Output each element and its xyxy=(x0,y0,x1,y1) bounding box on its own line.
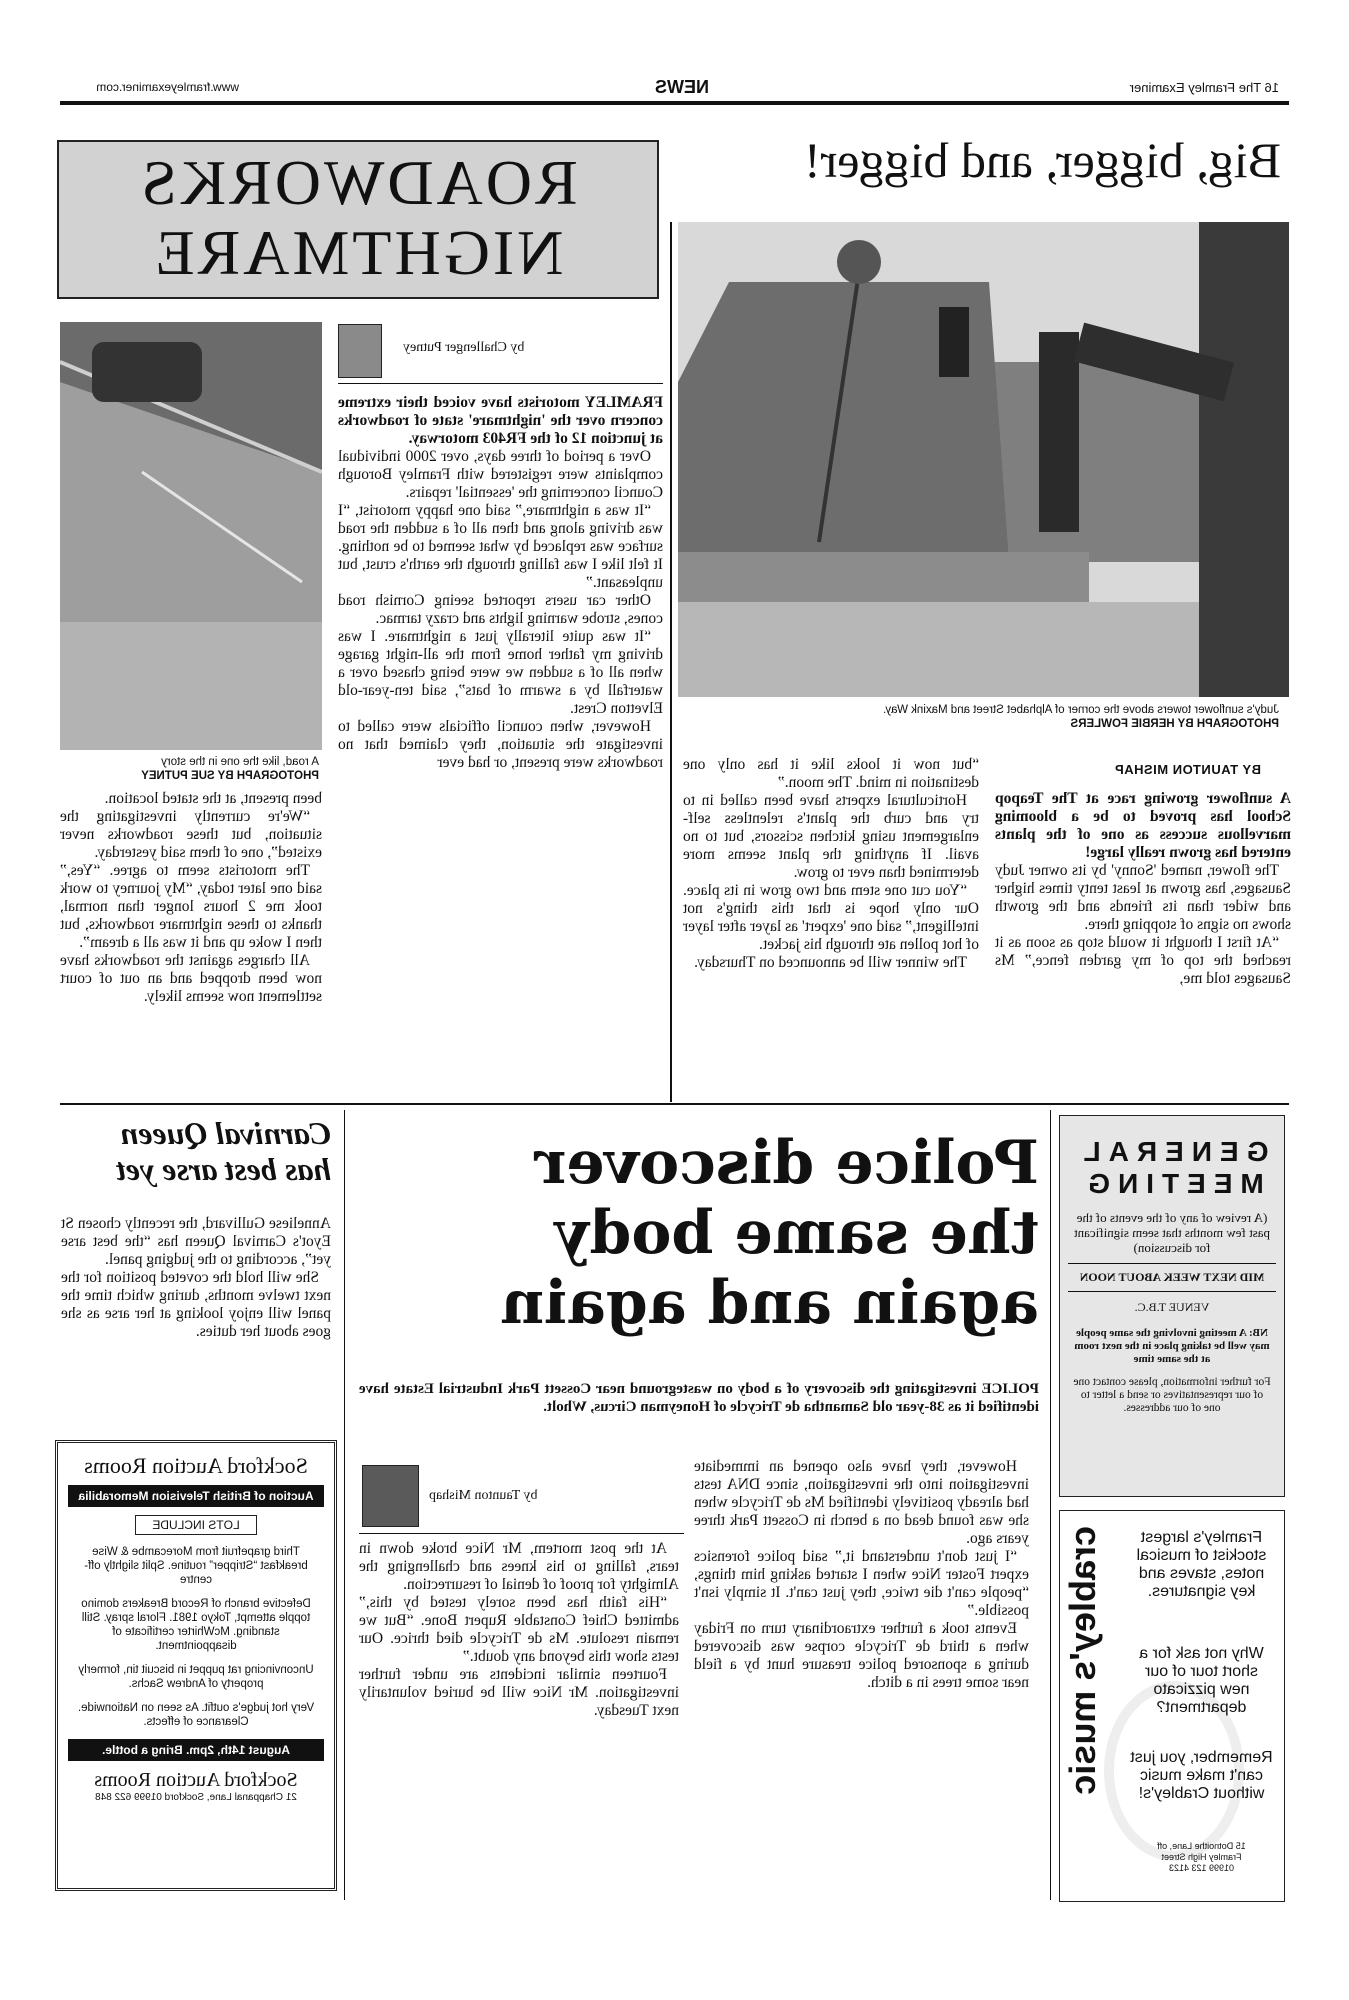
roadworks-byline-rule xyxy=(338,383,663,384)
roadworks-para-6: However, when council officials were called to investigate the situation, they claimed that no roadworks were present, or had ever xyxy=(338,718,663,771)
crabley-phone: 01999 123 4123 xyxy=(1168,1863,1235,1873)
carnival-para-2: She will hold the coveted position for the next twelve months, during which time the panel will enjoy looking at her arse as she goes about her duties. xyxy=(61,1269,331,1340)
police-para-1: At the post mortem, Mr Nice broke down in tears, falling to his knees and challenging the Almighty for proof of denial of resurrection. xyxy=(359,1540,679,1593)
sunflower-para-2: The flower, named 'Sonny' by its owner Judy Sausages, has grown at least tenty times higher and wider than its friends and the growth shows no signs of stopping there. xyxy=(995,862,1291,933)
sunflower-col-1 xyxy=(995,790,1291,988)
auction-banner: Auction of British Television Memorabilia xyxy=(68,1485,324,1507)
roadworks-photo xyxy=(60,322,322,750)
auction-footer-title: Sockford Auction Rooms xyxy=(94,1769,298,1791)
sunflower-roadworks-divider xyxy=(670,222,672,1102)
auction-ad[interactable] xyxy=(55,1440,337,1891)
meeting-nb: NB: A meeting involving the same people may well be taking place in the next room at the same time xyxy=(1074,1327,1270,1365)
meeting-venue: VENUE T.B.C. xyxy=(1134,1300,1210,1314)
auction-title: Sockford Auction Rooms xyxy=(84,1453,308,1478)
police-headline-3: again and again xyxy=(500,1268,1039,1338)
police-headline-1: Police discover xyxy=(534,1128,1039,1198)
website-link[interactable]: www.framleyexaminer.com xyxy=(96,80,239,94)
section-label: NEWS xyxy=(655,77,709,97)
meeting-when: MID NEXT WEEK ABOUT NOON xyxy=(1079,1270,1265,1284)
roadworks-para-3: “It was a nightmare,” said one happy motorist, “I was driving along and then all of a sudden the road surface was replaced by what seemed to be nothing. It felt like I was falling through the earth's crust, but unpleasant.” xyxy=(338,502,663,591)
roadworks-para-9: The motorists seem to agree. “Yes,” said one later today, “My journey to work took me 2 hours longer than normal, thanks to these nightmare roadworks, but then I woke up and it was all a dream”. xyxy=(60,862,322,951)
roadworks-byline: by Challenger Putney xyxy=(403,340,525,355)
crabley-p2: Why not ask for a short tour of our new pizzicato department? xyxy=(1139,1645,1264,1716)
roadworks-para-5: “It was quite literally just a nightmare. I was driving my father home from the all-night garage when all of a sudden we were being chased over a waterfall by a swarm of bats”, said ten-year-old Elvetton Crest. xyxy=(338,628,663,717)
roadworks-para-1: FRAMLEY motorists have voiced their extreme concern over the 'nightmare' state of roadworks at junction 12 of the FR403 motorway. xyxy=(338,394,663,447)
crabley-p3: Remember, you just can't make music without Crabley's! xyxy=(1130,1749,1273,1802)
crabley-address-1: 15 Dotnoithe Lane, off xyxy=(1157,1841,1246,1851)
meeting-rule-2 xyxy=(1068,1291,1276,1292)
roadworks-para-4: Other car users reported seeing Cornish road cones, strobe warning lights and crazy tarmac. xyxy=(338,592,663,627)
carnival-headline-1: Carnival Queen xyxy=(120,1115,331,1151)
sunflower-para-3: “At first I thought it would stop as soon as it reached the top of my garden fence,” Ms Sausages told me, xyxy=(995,934,1291,987)
carnival-headline xyxy=(61,1115,331,1187)
roadworks-headline-1: ROADWORKS xyxy=(138,147,578,218)
crabley-p1: Framley's largest stockist of musical notes, staves and key signatures. xyxy=(1136,1529,1267,1600)
sunflower-caption-text: Judy's sunflower towers above the corner of Alphabet Street and Maxink Way. xyxy=(883,704,1279,716)
page-label: 16 The Framley Examiner xyxy=(1129,80,1279,95)
road-scene xyxy=(60,322,322,750)
auction-item-4: Very hot judge's outfit. As seen on Nationwide. Clearance of effects. xyxy=(77,1702,315,1728)
sunflower-para-6: “You cut one stem and two grow in its place. Our only hope is that this thing's not intelligent,” said one 'expert' as layer after layer of hot pollen ate through his jacket. xyxy=(683,882,979,953)
sunflower-scene xyxy=(678,222,1289,697)
police-byline: by Taunton Mishap xyxy=(429,1488,538,1503)
police-col-2 xyxy=(694,1458,1029,1692)
crabley-address-2: Framley High Street xyxy=(1161,1852,1242,1862)
police-right-rule xyxy=(344,1110,345,1900)
roadworks-col-2 xyxy=(60,790,322,1006)
police-headline xyxy=(359,1128,1039,1338)
roadworks-author-thumb xyxy=(338,324,382,378)
auction-item-2: Defective branch of Record Breakers domino topple attempt, Tokyo 1981. Floral spray. Still standing. McWhirter certificate of disappointment. xyxy=(81,1598,311,1652)
police-byline-rule xyxy=(359,1533,684,1534)
police-para-3: Fourteen similar incidents are under further investigation. Mr Nice will be buried voluntarily next Tuesday. xyxy=(359,1666,679,1719)
police-left-rule xyxy=(1050,1110,1051,1900)
auction-item-3: Unconvincing rat puppet in biscuit tin, formerly property of Andrew Sachs. xyxy=(78,1664,314,1690)
police-author-thumb xyxy=(362,1465,419,1527)
roadworks-col-1 xyxy=(338,394,663,772)
crabley-vertical-title: crabley's music xyxy=(1062,1526,1103,1795)
roadworks-headline-2: NIGHTMARE xyxy=(152,217,564,288)
sunflower-para-7: The winner will be announced on Thursday. xyxy=(694,954,967,971)
sunflower-caption xyxy=(679,703,1279,731)
sunflower-byline: BY TAUNTON MISHAP xyxy=(1114,762,1261,777)
meeting-contact: For further information, please contact one of our representatives or send a letter to one of our addresses. xyxy=(1073,1376,1271,1414)
police-para-6: Events took a further extraordinary turn on Friday when a third de Tricycle corpse was discovered during a sponsored police treasure hunt by a field near some trees in a ditch. xyxy=(694,1620,1029,1691)
meeting-title-1: GENERAL xyxy=(1075,1136,1269,1167)
sunflower-para-1: A sunflower growing race at The Teapop School has proved to be a blooming marvellous success as one of the plants entered has grown really large! xyxy=(995,790,1291,861)
police-col-1 xyxy=(359,1540,679,1720)
roadworks-para-7: been present, at the stated location. xyxy=(104,790,322,807)
auction-address: 21 Chappanal Lane, Sockford 01999 622 848 xyxy=(95,1792,297,1803)
police-para-5: “I just don't understand it,” said police forensics expert Foster Nice when I started asking him things, “people can't die twice, they just can't. It simply isn't possible.” xyxy=(694,1548,1029,1619)
sunflower-para-4: “but now it looks like it has only one destination in mind. The moon.” xyxy=(683,756,979,791)
police-headline-2: the same body xyxy=(554,1198,1039,1268)
roadworks-headline-box xyxy=(57,140,659,299)
meeting-sub: (A review of any of the events of the past few months that seem significant for discussion) xyxy=(1073,1210,1271,1255)
sunflower-photo-credit: PHOTOGRAPH BY HERBIE FOWLERS xyxy=(1070,718,1279,730)
roadworks-photo-credit: PHOTOGRAPH BY SUE PUTNEY xyxy=(141,770,319,782)
meeting-rule-1 xyxy=(1068,1263,1276,1264)
carnival-para-1: Anneliese Gullivard, the recently chosen St Eyot's Carnival Queen has “the best arse yet”, according to the judging panel. xyxy=(61,1215,331,1268)
header-rule xyxy=(60,101,1289,105)
police-para-4: However, they have also opened an immediate investigation into the investigation, since DNA tests had already positively identified Ms de Tricycle when she was found dead on a bench in Cossett Park three years ago. xyxy=(694,1458,1029,1547)
auction-lots: LOTS INCLUDE xyxy=(135,1515,257,1535)
crabley-ad[interactable] xyxy=(1059,1510,1285,1902)
roadworks-para-2: Over a period of three days, over 2000 individual complaints were registered with Framley Borough Council concerning the 'essential' repairs. xyxy=(338,448,663,501)
meeting-box xyxy=(1059,1115,1285,1497)
auction-item-1: Third grapefruit from Morecambe & Wise breakfast “Stripper” routine. Split slightly off-centre xyxy=(84,1546,308,1586)
sunflower-col-2 xyxy=(683,756,979,972)
roadworks-para-10: All charges against the roadworks have now been dropped and an out of court settlement now seems likely. xyxy=(60,952,322,1005)
carnival-body xyxy=(61,1215,331,1341)
sunflower-headline: Big, bigger, and bigger! xyxy=(803,132,1281,188)
sunflower-para-5: Horticultural experts have been called in to try and curb the plant's relentless self-enlargement using kitchen scissors, but to no avail. If anything the plant seems more determined than ever to grow. xyxy=(683,792,979,881)
carnival-headline-2: has best arse yet xyxy=(116,1151,331,1187)
police-standfirst: POLICE investigating the discovery of a body on wasteground near Cossett Park Industrial Estate have identified it as 38-year old Samantha de Tricycle of Honeyman Circus, Wholt. xyxy=(359,1381,1039,1415)
meeting-title-2: MEETING xyxy=(1080,1168,1264,1199)
sunflower-photo xyxy=(678,222,1289,697)
roadworks-caption xyxy=(59,755,319,783)
auction-date: August 14th, 2pm. Bring a bottle. xyxy=(68,1739,324,1761)
police-para-2: “His faith has been sorely tested by this,” admitted Chief Constable Rupert Bone. “But we remain resolute. Ms de Tricycle died thrice. Our tests show this beyond any doubt.” xyxy=(359,1594,679,1665)
roadworks-para-8: “We're currently investigating the situation, but these roadworks never existed”, one of them said yesterday. xyxy=(60,808,322,861)
mid-page-rule xyxy=(60,1103,1289,1105)
roadworks-caption-text: A road, like the one in the story xyxy=(161,756,319,768)
